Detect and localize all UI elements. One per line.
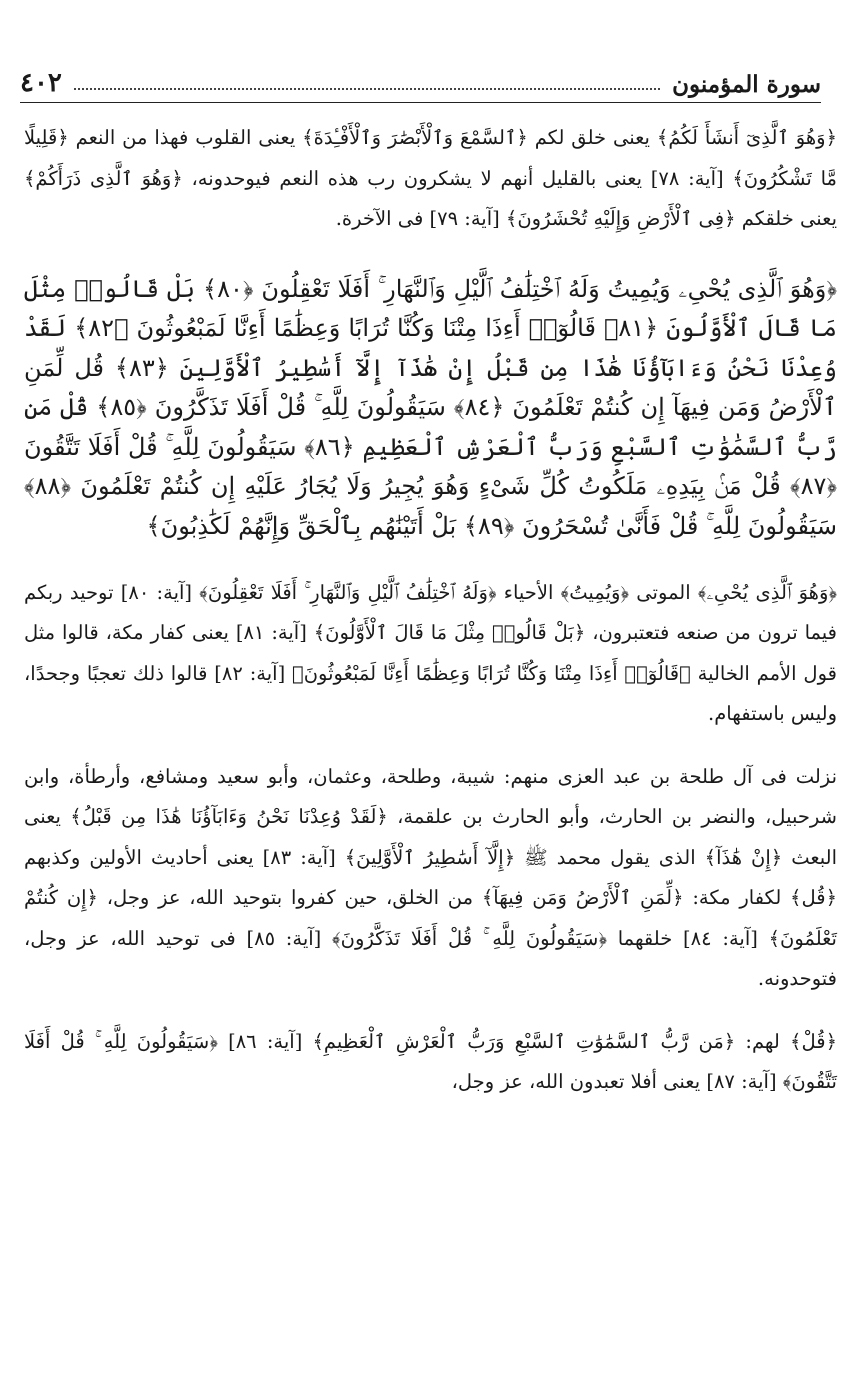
page-header bbox=[20, 62, 821, 103]
page-body bbox=[24, 118, 837, 1103]
quran-verses-block: ﴿وَهُوَ ٱلَّذِى يُحْىِۦ وَيُمِيتُ وَلَهُ ٱخْتِلَٰفُ ٱلَّيْلِ وَٱلنَّهَارِ ۚ أَفَلَا تَعْقِلُونَ ﴿٨٠﴾ بَلْ قَالُوا۟ مِثْلَ مَا قَالَ ٱلْأَوَّلُونَ ﴿٨١﴾ قَالُوٓا۟ أَءِذَا مِتْنَا وَكُنَّا تُرَابًا وَعِظَٰمًا أَءِنَّا لَمَبْعُوثُونَ ﴿٨٢﴾ لَقَدْ وُعِدْنَا نَحْنُ وَءَابَآؤُنَا هَٰذَا مِن قَبْلُ إِنْ هَٰذَآ إِلَّآ أَسَٰطِيرُ ٱلْأَوَّلِينَ ﴿٨٣﴾ قُل لِّمَنِ ٱلْأَرْضُ وَمَن فِيهَآ إِن كُنتُمْ تَعْلَمُونَ ﴿٨٤﴾ سَيَقُولُونَ لِلَّهِ ۚ قُلْ أَفَلَا تَذَكَّرُونَ ﴿٨٥﴾ قُلْ مَن رَّبُّ ٱلسَّمَٰوَٰتِ ٱلسَّبْعِ وَرَبُّ ٱلْعَرْشِ ٱلْعَظِيمِ ﴿٨٦﴾ سَيَقُولُونَ لِلَّهِ ۚ قُلْ أَفَلَا تَتَّقُونَ ﴿٨٧﴾ قُلْ مَنۢ بِيَدِهِۦ مَلَكُوتُ كُلِّ شَىْءٍ وَهُوَ يُجِيرُ وَلَا يُجَارُ عَلَيْهِ إِن كُنتُمْ تَعْلَمُونَ ﴿٨٨﴾ سَيَقُولُونَ لِلَّهِ ۚ قُلْ فَأَنَّىٰ تُسْحَرُونَ ﴿٨٩﴾ بَلْ أَتَيْنَٰهُم بِٱلْحَقِّ وَإِنَّهُمْ لَكَٰذِبُونَ﴾ bbox=[24, 274, 837, 541]
commentary-paragraph-1: ﴿وَهُوَ ٱلَّذِىٓ أَنشَأَ لَكُمُ﴾ يعنى خلق لكم ﴿ٱلسَّمْعَ وَٱلْأَبْصَٰرَ وَٱلْأَفْـِٔدَةَ﴾ يعنى القلوب فهذا من النعم ﴿قَلِيلًا مَّا تَشْكُرُونَ﴾ [آية: ٧٨] يعنى بالقليل أنهم لا يشكرون رب هذه النعم فيوحدونه، ﴿وَهُوَ ٱلَّذِى ذَرَأَكُمْ﴾ يعنى خلقكم ﴿فِى ٱلْأَرْضِ وَإِلَيْهِ تُحْشَرُونَ﴾ [آية: ٧٩] فى الآخرة. bbox=[24, 126, 837, 230]
header-dot-leader bbox=[74, 88, 660, 90]
commentary-paragraph-4: ﴿قُلْ﴾ لهم: ﴿مَن رَّبُّ ٱلسَّمَٰوَٰتِ ٱلسَّبْعِ وَرَبُّ ٱلْعَرْشِ ٱلْعَظِيمِ﴾ [آية: ٨٦] ﴿سَيَقُولُونَ لِلَّهِ ۚ قُلْ أَفَلَا تَتَّقُونَ﴾ [آية: ٨٧] يعنى أفلا تعبدون الله، عز وجل، bbox=[24, 1029, 837, 1094]
running-title: سورة المؤمنون bbox=[672, 71, 821, 98]
commentary-paragraph-3: نزلت فى آل طلحة بن عبد العزى منهم: شيبة، وطلحة، وعثمان، وأبو سعيد ومشافع، وأرطأة، وابن شرحبيل، والنضر بن الحارث، وأبو الحارث بن علقمة، ﴿لَقَدْ وُعِدْنَا نَحْنُ وَءَابَآؤُنَا هَٰذَا مِن قَبْلُ﴾ يعنى البعث ﴿إِنْ هَٰذَآ﴾ الذى يقول محمد ﷺ ﴿إِلَّآ أَسَٰطِيرُ ٱلْأَوَّلِينَ﴾ [آية: ٨٣] يعنى أحاديث الأولين وكذبهم ﴿قُل﴾ لكفار مكة: ﴿لِّمَنِ ٱلْأَرْضُ وَمَن فِيهَآ﴾ من الخلق، حين كفروا بتوحيد الله، عز وجل، ﴿إِن كُنتُمْ تَعْلَمُونَ﴾ [آية: ٨٤] خلقهما ﴿سَيَقُولُونَ لِلَّهِ ۚ قُلْ أَفَلَا تَذَكَّرُونَ﴾ [آية: ٨٥] فى توحيد الله، عز وجل، فتوحدونه. bbox=[24, 764, 837, 991]
commentary-paragraph-2: ﴿وَهُوَ ٱلَّذِى يُحْىِۦ﴾ الموتى ﴿وَيُمِيتُ﴾ الأحياء ﴿وَلَهُ ٱخْتِلَٰفُ ٱلَّيْلِ وَٱلنَّهَارِ ۚ أَفَلَا تَعْقِلُونَ﴾ [آية: ٨٠] توحيد ربكم فيما ترون من صنعه فتعتبرون، ﴿بَلْ قَالُوا۟ مِثْلَ مَا قَالَ ٱلْأَوَّلُونَ﴾ [آية: ٨١] يعنى كفار مكة، قالوا مثل قول الأمم الخالية ﴿قَالُوٓا۟ أَءِذَا مِتْنَا وَكُنَّا تُرَابًا وَعِظَٰمًا أَءِنَّا لَمَبْعُوثُونَ﴾ [آية: ٨٢] قالوا ذلك تعجبًا وجحدًا، وليس باستفهام. bbox=[24, 580, 837, 726]
page-number: ٤٠٢ bbox=[20, 68, 62, 98]
